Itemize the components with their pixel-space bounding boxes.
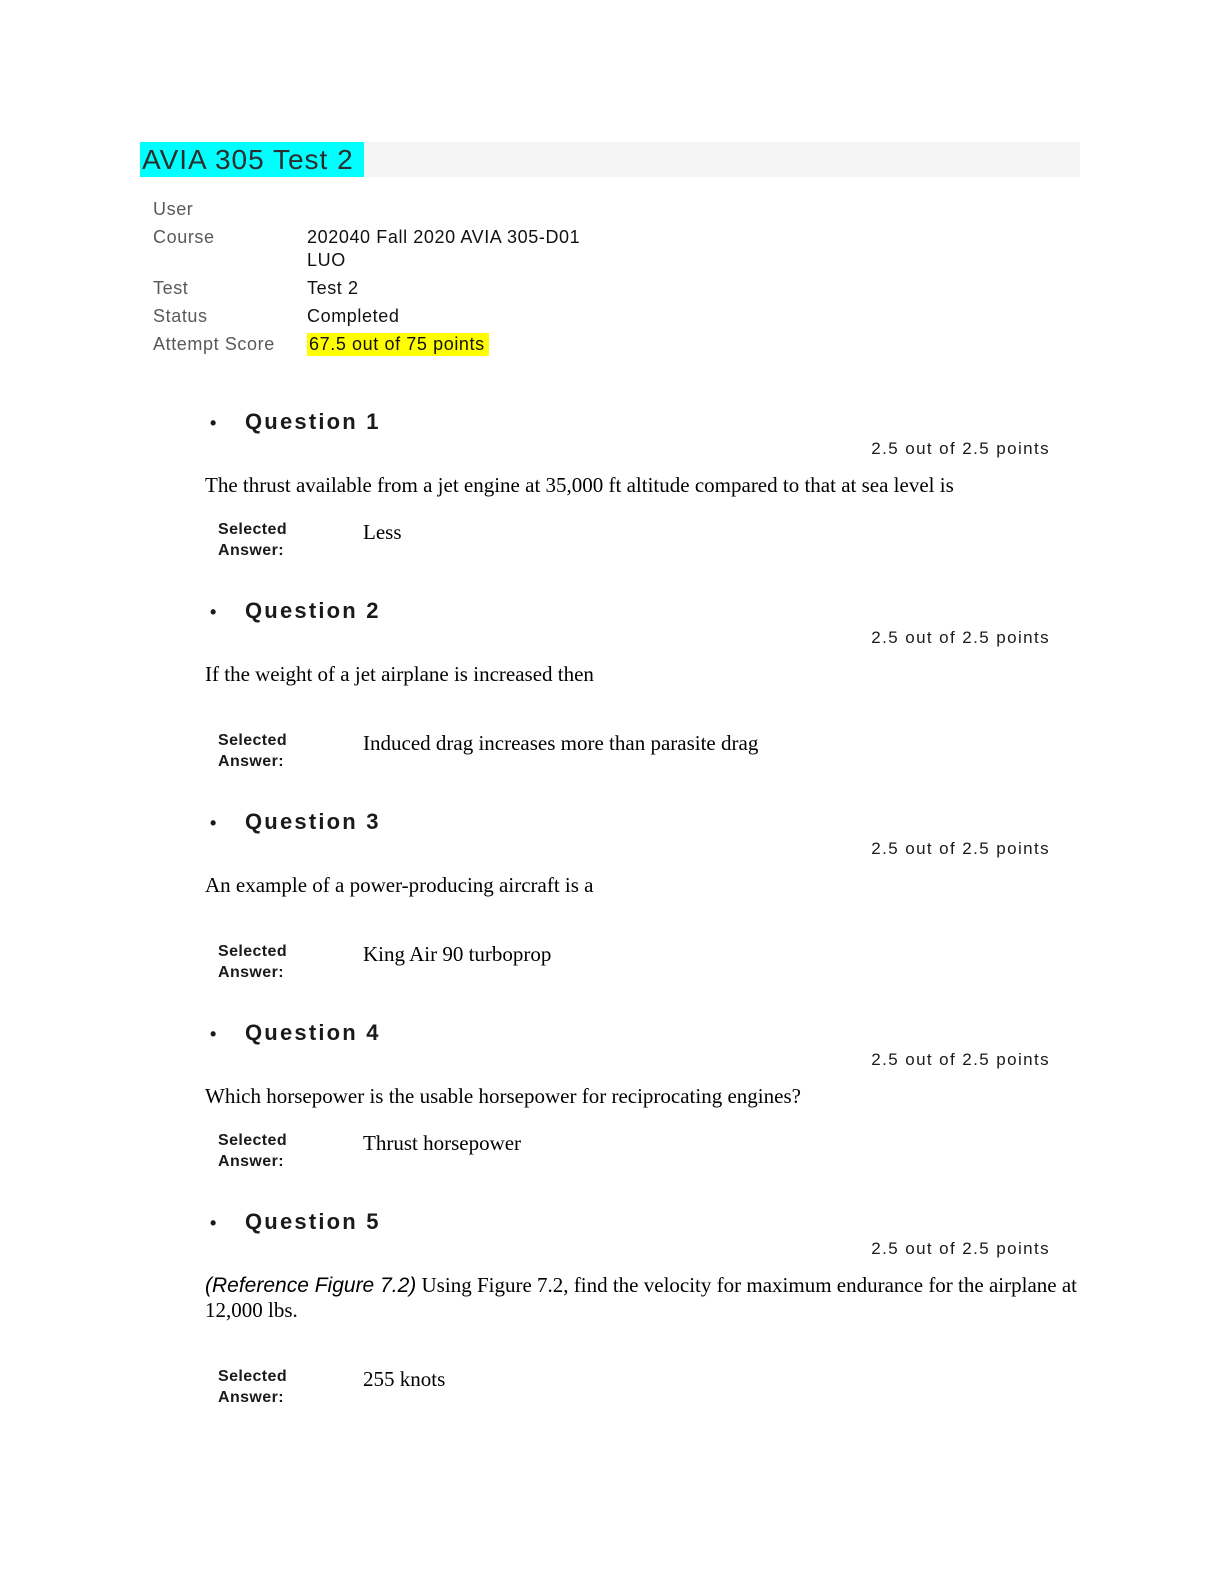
question-4-title: [205, 1021, 1090, 1046]
meta-row-course: [153, 226, 953, 272]
question-1-label: Question 1: [245, 409, 381, 434]
bullet-icon: •: [210, 813, 217, 833]
selected-answer-value: 255 knots: [363, 1367, 446, 1391]
bullet-icon: •: [210, 1213, 217, 1233]
question-4-text: Which horsepower is the usable horsepower for reciprocating engines?: [205, 1084, 801, 1108]
question-2-answer-row: [205, 730, 1090, 772]
meta-row-user: [153, 198, 953, 221]
selected-answer-label: Selected Answer:: [218, 732, 288, 770]
bullet-icon: •: [210, 1024, 217, 1044]
question-3-title: [205, 810, 1090, 835]
title-bar: [140, 142, 1080, 177]
attempt-score-label: Attempt Score: [153, 334, 275, 354]
question-4-label: Question 4: [245, 1020, 381, 1045]
selected-answer-value: King Air 90 turboprop: [363, 942, 552, 966]
question-3-label: Question 3: [245, 809, 381, 834]
question-1-points: 2.5 out of 2.5 points: [871, 439, 1050, 458]
question-5-text-main: Using Figure 7.2, find the velocity for maximum endurance for the airplane at 12,000 lbs.: [205, 1273, 1077, 1322]
bullet-icon: •: [210, 602, 217, 622]
question-5-answer-row: [205, 1366, 1090, 1408]
page-title: AVIA 305 Test 2: [140, 142, 364, 177]
course-value-line2: LUO: [307, 250, 346, 270]
question-3-text: An example of a power-producing aircraft is a: [205, 873, 594, 897]
question-4-answer-row: [205, 1130, 1090, 1172]
status-value: Completed: [307, 306, 400, 326]
question-block-3: [205, 810, 1090, 983]
question-1-text: The thrust available from a jet engine at 35,000 ft altitude compared to that at sea level is: [205, 473, 954, 497]
selected-answer-label: Selected Answer:: [218, 521, 288, 559]
course-value-line1: 202040 Fall 2020 AVIA 305-D01: [307, 227, 581, 247]
question-block-4: [205, 1021, 1090, 1172]
course-value: [307, 226, 580, 272]
selected-answer-label: Selected Answer:: [218, 943, 288, 981]
test-value: Test 2: [307, 278, 359, 298]
question-2-text: If the weight of a jet airplane is increased then: [205, 662, 594, 686]
figure-reference: (Reference Figure 7.2): [205, 1274, 417, 1297]
question-block-5: [205, 1210, 1090, 1408]
test-label: Test: [153, 278, 189, 298]
selected-answer-label: Selected Answer:: [218, 1132, 288, 1170]
selected-answer-value: Less: [363, 520, 402, 544]
selected-answer-value: Induced drag increases more than parasite drag: [363, 731, 759, 755]
question-2-label: Question 2: [245, 598, 381, 623]
question-2-points: 2.5 out of 2.5 points: [871, 628, 1050, 647]
status-label: Status: [153, 306, 208, 326]
question-5-title: [205, 1210, 1090, 1235]
question-block-1: [205, 410, 1090, 561]
user-label: User: [153, 199, 194, 219]
attempt-score-value: [307, 333, 489, 356]
question-1-answer-row: [205, 519, 1090, 561]
attempt-score-highlight: 67.5 out of 75 points: [307, 333, 489, 356]
attempt-info: [153, 198, 953, 361]
question-5-text: [205, 1273, 1090, 1322]
course-label: Course: [153, 227, 215, 247]
question-2-title: [205, 599, 1090, 624]
selected-answer-value: Thrust horsepower: [363, 1131, 522, 1155]
question-3-answer-row: [205, 941, 1090, 983]
question-5-points: 2.5 out of 2.5 points: [871, 1239, 1050, 1258]
meta-row-status: [153, 305, 953, 328]
questions-list: [205, 410, 1090, 1446]
question-block-2: [205, 599, 1090, 772]
question-5-label: Question 5: [245, 1209, 381, 1234]
bullet-icon: •: [210, 413, 217, 433]
question-4-points: 2.5 out of 2.5 points: [871, 1050, 1050, 1069]
question-3-points: 2.5 out of 2.5 points: [871, 839, 1050, 858]
meta-row-test: [153, 277, 953, 300]
meta-row-attempt-score: [153, 333, 953, 356]
selected-answer-label: Selected Answer:: [218, 1368, 288, 1406]
question-1-title: [205, 410, 1090, 435]
